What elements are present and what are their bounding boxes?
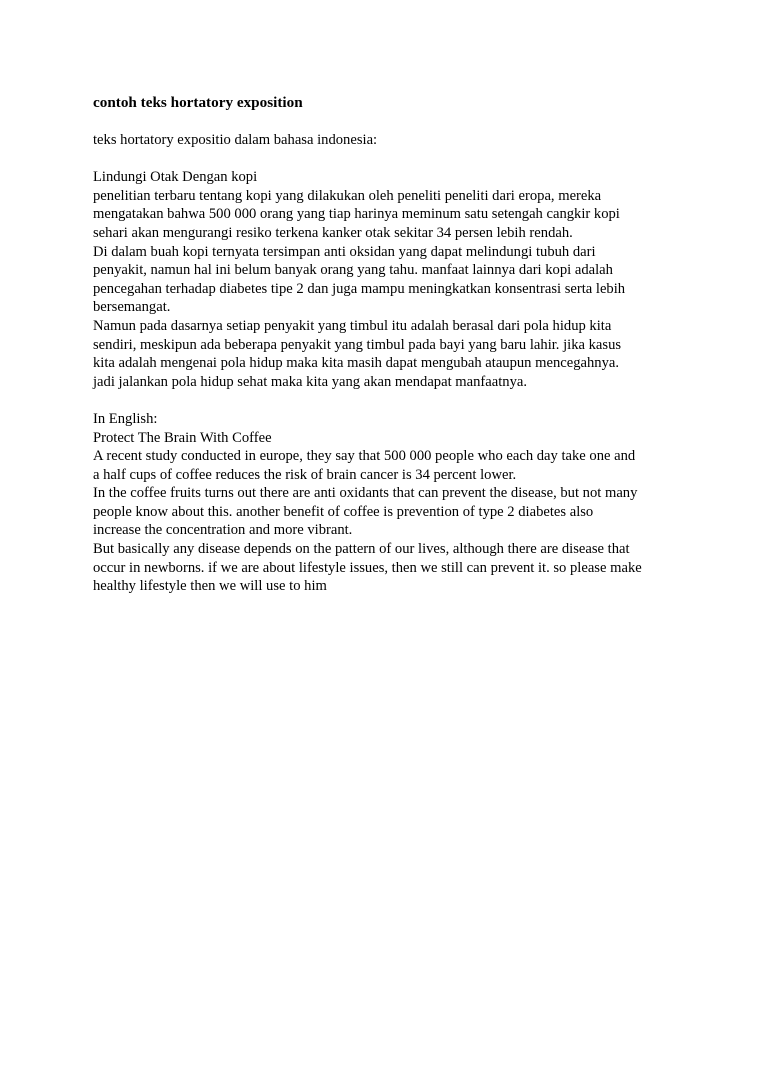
english-label: In English: bbox=[93, 410, 158, 427]
indonesian-line: mengatakan bahwa 500 000 orang yang tiap harinya meminum satu setengah cangkir kopi bbox=[93, 206, 620, 223]
intro-text: teks hortatory expositio dalam bahasa indonesia: bbox=[93, 132, 378, 148]
indonesian-line: Di dalam buah kopi ternyata tersimpan anti oksidan yang dapat melindungi tubuh dari bbox=[93, 243, 596, 260]
indonesian-line: sendiri, meskipun ada beberapa penyakit yang timbul pada bayi yang baru lahir. jika kasus bbox=[93, 336, 622, 353]
indonesian-line: penyakit, namun hal ini belum banyak orang yang tahu. manfaat lainnya dari kopi adalah bbox=[93, 262, 613, 279]
document-body bbox=[93, 93, 693, 596]
paragraph-gap bbox=[93, 150, 693, 169]
indonesian-line: jadi jalankan pola hidup sehat maka kita yang akan mendapat manfaatnya. bbox=[93, 373, 528, 390]
english-line: people know about this. another benefit of coffee is prevention of type 2 diabetes also bbox=[93, 503, 594, 520]
english-heading: Protect The Brain With Coffee bbox=[93, 429, 272, 446]
english-line: In the coffee fruits turns out there are anti oxidants that can prevent the disease, but not many bbox=[93, 485, 638, 502]
indonesian-heading: Lindungi Otak Dengan kopi bbox=[93, 169, 258, 186]
english-line: occur in newborns. if we are about lifestyle issues, then we still can prevent it. so please make bbox=[93, 559, 642, 576]
indonesian-line: pencegahan terhadap diabetes tipe 2 dan juga mampu meningkatkan konsentrasi serta lebih bbox=[93, 280, 626, 297]
english-line: A recent study conducted in europe, they say that 500 000 people who each day take one and bbox=[93, 448, 636, 465]
indonesian-line: penelitian terbaru tentang kopi yang dilakukan oleh peneliti peneliti dari eropa, mereka bbox=[93, 187, 602, 204]
indonesian-line: bersemangat. bbox=[93, 299, 171, 316]
english-line: healthy lifestyle then we will use to him bbox=[93, 578, 327, 595]
english-line: increase the concentration and more vibrant. bbox=[93, 522, 353, 539]
paragraph-gap bbox=[93, 391, 693, 410]
english-line: But basically any disease depends on the pattern of our lives, although there are disease that bbox=[93, 541, 630, 558]
indonesian-line: kita adalah mengenai pola hidup maka kita masih dapat mengubah ataupun mencegahnya. bbox=[93, 355, 620, 372]
page-title: contoh teks hortatory exposition bbox=[93, 94, 303, 111]
indonesian-line: sehari akan mengurangi resiko terkena kanker otak sekitar 34 persen lebih rendah. bbox=[93, 224, 573, 241]
indonesian-line: Namun pada dasarnya setiap penyakit yang timbul itu adalah berasal dari pola hidup kita bbox=[93, 317, 612, 334]
english-line: a half cups of coffee reduces the risk of brain cancer is 34 percent lower. bbox=[93, 466, 517, 483]
